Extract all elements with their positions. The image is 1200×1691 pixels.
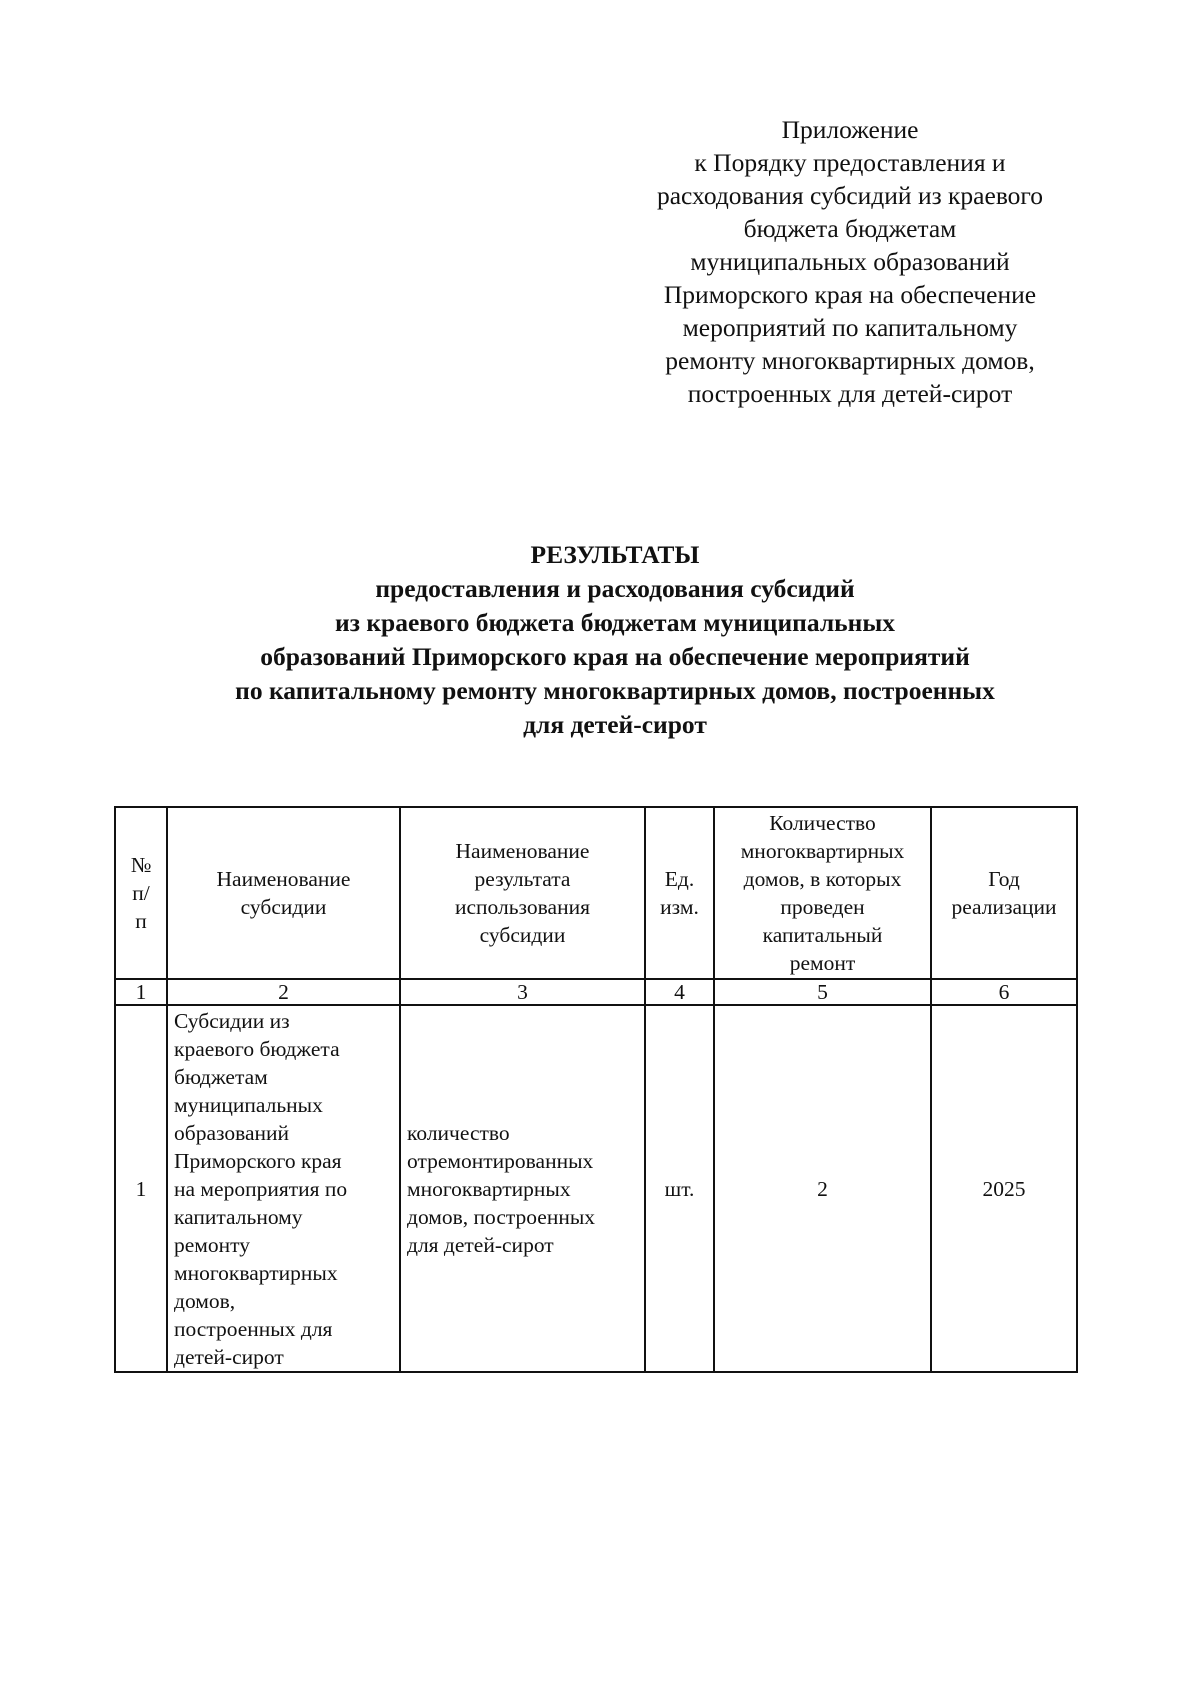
cell-subsidy-name-line: Приморского края <box>174 1148 342 1173</box>
cell-count: 2 <box>714 1005 931 1372</box>
cell-subsidy-name-line: построенных для <box>174 1316 333 1341</box>
header-count-line: Количество <box>769 811 876 835</box>
header-unit-line: Ед. <box>664 867 695 891</box>
appendix-line: бюджета бюджетам <box>743 214 957 243</box>
header-no <box>115 807 167 979</box>
cell-subsidy-name-line: капитальному <box>174 1204 303 1229</box>
appendix-line: мероприятий по капитальному <box>682 313 1018 342</box>
document-heading <box>120 538 1110 742</box>
table-row <box>115 1005 1077 1372</box>
cell-result-name-line: домов, построенных <box>407 1204 596 1229</box>
header-result-name-line: использования <box>455 895 590 919</box>
appendix-line: Приморского края на обеспечение <box>663 280 1037 309</box>
column-number: 4 <box>645 979 714 1005</box>
header-count-line: ремонт <box>789 951 856 975</box>
cell-subsidy-name-line: многоквартирных <box>174 1260 338 1285</box>
header-count-line: многоквартирных <box>740 839 905 863</box>
cell-subsidy-name-line: на мероприятия по <box>174 1176 348 1201</box>
cell-result-name-line: для детей-сирот <box>407 1232 554 1257</box>
column-number-row <box>115 979 1077 1005</box>
cell-result-name-line: многоквартирных <box>407 1176 571 1201</box>
header-result-name-line: субсидии <box>479 923 566 947</box>
header-result-name <box>400 807 645 979</box>
column-number: 6 <box>931 979 1077 1005</box>
appendix-line: ремонту многоквартирных домов, <box>665 346 1035 375</box>
header-no-line: № <box>130 853 152 877</box>
appendix-line: расходования субсидий из краевого <box>656 181 1044 210</box>
header-subsidy-name <box>167 807 400 979</box>
appendix-line: к Порядку предоставления и <box>694 148 1006 177</box>
header-count <box>714 807 931 979</box>
cell-subsidy-name-line: краевого бюджета <box>174 1036 340 1061</box>
cell-unit: шт. <box>645 1005 714 1372</box>
heading-line: из краевого бюджета бюджетам муниципальных <box>335 608 895 637</box>
header-unit-line: изм. <box>660 895 699 919</box>
cell-subsidy-name-line: бюджетам <box>174 1064 268 1089</box>
cell-year: 2025 <box>931 1005 1077 1372</box>
header-count-line: домов, в которых <box>743 867 902 891</box>
cell-subsidy-name-line: детей-сирот <box>174 1344 284 1369</box>
header-subsidy-name-line: Наименование <box>216 867 351 891</box>
header-count-line: капитальный <box>762 923 883 947</box>
header-no-line: п <box>135 909 147 933</box>
column-number: 2 <box>167 979 400 1005</box>
heading-line: для детей-сирот <box>523 710 707 739</box>
document-title: РЕЗУЛЬТАТЫ <box>530 540 700 569</box>
header-year-line: реализации <box>951 895 1057 919</box>
appendix-line: муниципальных образований <box>690 247 1010 276</box>
heading-line: образований Приморского края на обеспечение мероприятий <box>260 642 970 671</box>
header-subsidy-name-line: субсидии <box>240 895 327 919</box>
cell-subsidy-name-line: муниципальных <box>174 1092 323 1117</box>
cell-subsidy-name-line: ремонту <box>174 1232 251 1257</box>
header-year <box>931 807 1077 979</box>
header-count-line: проведен <box>780 895 865 919</box>
appendix-block <box>600 113 1100 410</box>
appendix-line: построенных для детей-сирот <box>687 379 1013 408</box>
table-header-row <box>115 807 1077 979</box>
cell-no: 1 <box>115 1005 167 1372</box>
cell-result-name-line: количество <box>407 1120 510 1145</box>
cell-result-name <box>400 1005 645 1372</box>
column-number: 3 <box>400 979 645 1005</box>
cell-subsidy-name-line: домов, <box>174 1288 236 1313</box>
heading-line: предоставления и расходования субсидий <box>375 574 855 603</box>
appendix-line: Приложение <box>781 115 919 144</box>
cell-subsidy-name <box>167 1005 400 1372</box>
cell-result-name-line: отремонтированных <box>407 1148 594 1173</box>
header-no-line: п/ <box>132 881 150 905</box>
cell-subsidy-name-line: Субсидии из <box>174 1008 290 1033</box>
column-number: 5 <box>714 979 931 1005</box>
header-year-line: Год <box>988 867 1020 891</box>
header-result-name-line: Наименование <box>455 839 590 863</box>
header-unit <box>645 807 714 979</box>
header-result-name-line: результата <box>474 867 571 891</box>
cell-subsidy-name-line: образований <box>174 1120 290 1145</box>
results-table <box>114 806 1078 1373</box>
column-number: 1 <box>115 979 167 1005</box>
heading-line: по капитальному ремонту многоквартирных домов, построенных <box>235 676 995 705</box>
